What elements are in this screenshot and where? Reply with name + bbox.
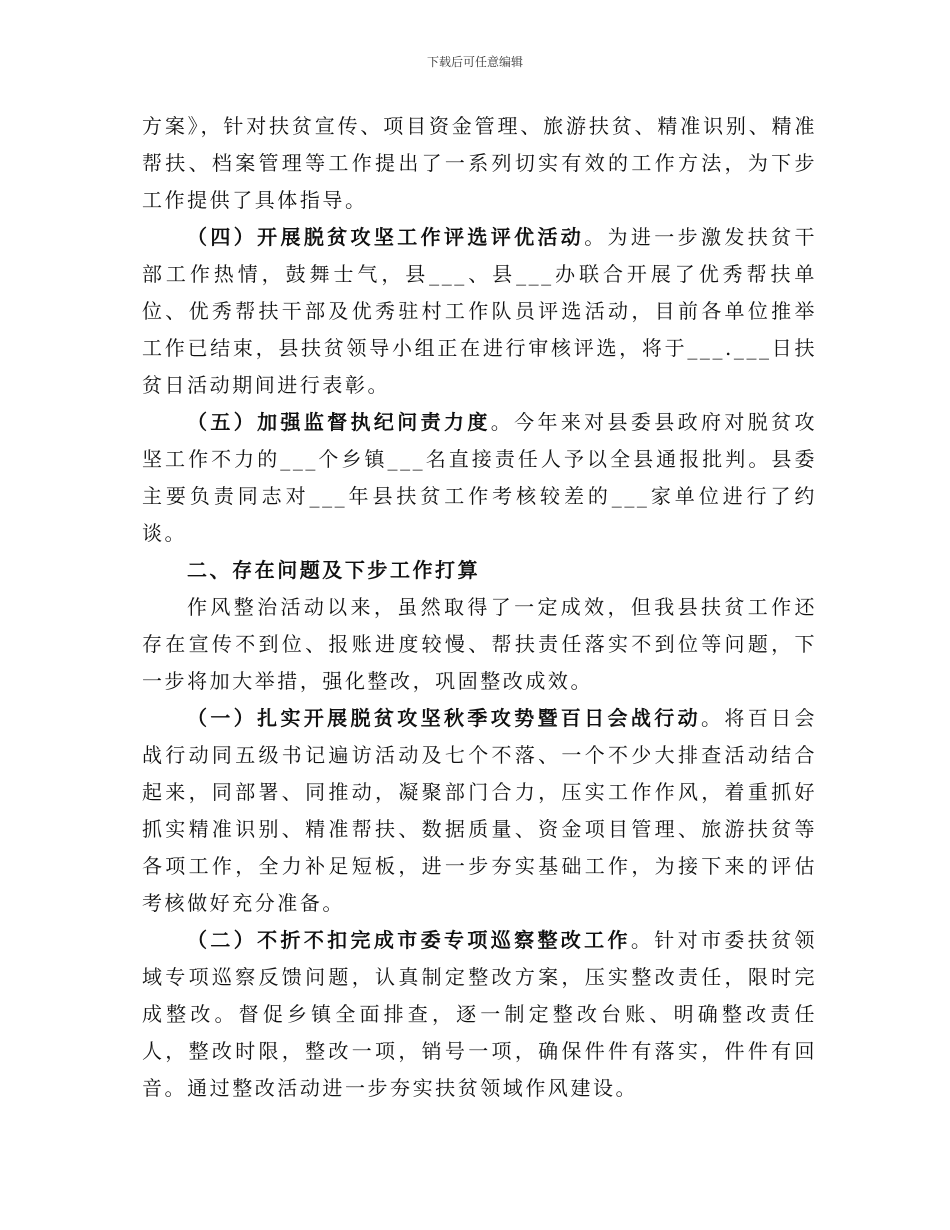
paragraph-item-5: [142, 404, 817, 552]
paragraph-text: 作风整治活动以来，虽然取得了一定成效，但我县扶贫工作还存在宣传不到位、报账进度较慢、帮扶责任落实不到位等问题，下一步将加大举措，强化整改，巩固整改成效。: [142, 595, 817, 693]
paragraph-item-4: [142, 219, 817, 404]
paragraph-item-1: [142, 700, 817, 922]
paragraph-heading: （五）加强监督执纪问责力度: [187, 410, 491, 434]
paragraph-continuation: [142, 108, 817, 219]
paragraph-text: 。今年来对县委县政府对脱贫攻坚工作不力的___个乡镇___名直接责任人予以全县通报批判。县委主要负责同志对___年县扶贫工作考核较差的___家单位进行了约谈。: [142, 410, 818, 545]
paragraph-item-2: [142, 922, 817, 1107]
paragraph-intro: [142, 589, 817, 700]
paragraph-text: 。为进一步激发扶贫干部工作热情，鼓舞士气，县___、县___办联合开展了优秀帮扶单位、优秀帮扶干部及优秀驻村工作队员评选活动，目前各单位推举工作已结束，县扶贫领导小组正在进行审核评选，将于___.___日扶贫日活动期间进行表彰。: [142, 225, 818, 397]
paragraph-text: 。将百日会战行动同五级书记遍访活动及七个不落、一个不少大排查活动结合起来，同部署、同推动，凝聚部门合力，压实工作作风，着重抓好抓实精准识别、精准帮扶、数据质量、资金项目管理、旅游扶贫等各项工作，全力补足短板，进一步夯实基础工作，为接下来的评估考核做好充分准备。: [142, 706, 818, 915]
section-heading: 二、存在问题及下步工作打算: [187, 558, 481, 582]
paragraph-heading: （二）不折不扣完成市委专项巡察整改工作: [187, 928, 631, 952]
document-body: [142, 108, 817, 1107]
page-header: 下载后可任意编辑: [426, 55, 523, 69]
paragraph-heading: （一）扎实开展脱贫攻坚秋季攻势暨百日会战行动: [187, 706, 701, 730]
paragraph-text: 。针对市委扶贫领域专项巡察反馈问题，认真制定整改方案，压实整改责任，限时完成整改。督促乡镇全面排查，逐一制定整改台账、明确整改责任人，整改时限，整改一项，销号一项，确保件件有落实，件件有回音。通过整改活动进一步夯实扶贫领域作风建设。: [142, 928, 817, 1100]
paragraph-text: 方案》，针对扶贫宣传、项目资金管理、旅游扶贫、精准识别、精准帮扶、档案管理等工作提出了一系列切实有效的工作方法，为下步工作提供了具体指导。: [142, 114, 817, 212]
paragraph-heading: （四）开展脱贫攻坚工作评选评优活动: [187, 225, 585, 249]
